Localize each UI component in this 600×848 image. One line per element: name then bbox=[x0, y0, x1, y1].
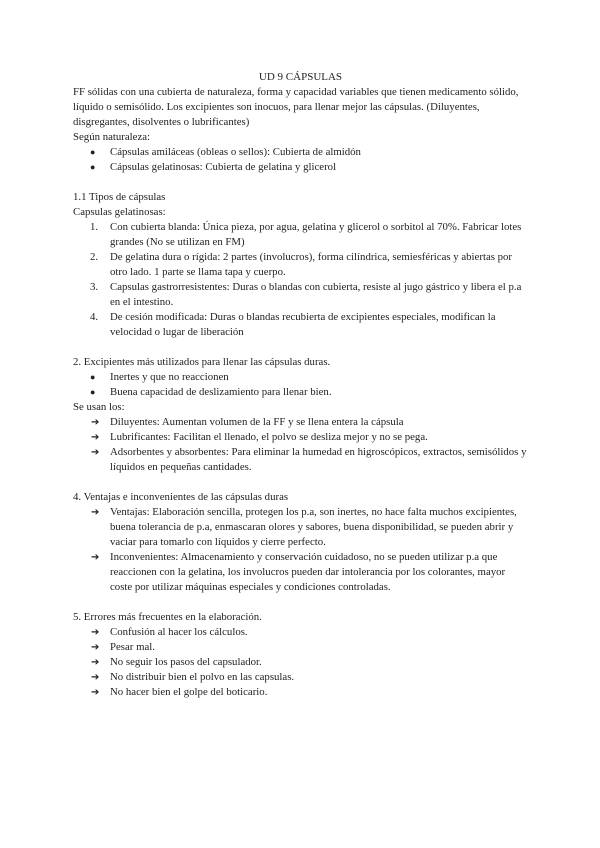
arrow-right-icon: ➔ bbox=[91, 687, 100, 698]
list-item: ● Cápsulas amiláceas (obleas o sellos): Cubierta de almidón bbox=[90, 146, 361, 158]
section-heading-excipientes: 2. Excipientes más utilizados para llenar las cápsulas duras. bbox=[73, 356, 331, 368]
naturaleza-label: Según naturaleza: bbox=[73, 131, 151, 143]
bullet-icon: ● bbox=[90, 372, 96, 382]
list-item: ➔ Diluyentes: Aumentan volumen de la FF y se llena entera la cápsula bbox=[91, 416, 404, 428]
list-item: ➔ Adsorbentes y absorbentes: Para eliminar la humedad en higroscópicos, extractos, semisólidos y líquidos en pequeñas cantidades. bbox=[91, 446, 527, 473]
bullet-icon: ● bbox=[90, 162, 96, 172]
list-item: ➔ Lubrificantes: Facilitan el llenado, el polvo se desliza mejor y no se pega. bbox=[91, 431, 428, 443]
arrow-right-icon: ➔ bbox=[91, 507, 100, 518]
document-page bbox=[73, 70, 528, 700]
list-item: ➔ No hacer bien el golpe del boticario. bbox=[91, 686, 268, 698]
subheading-gelatinosas: Capsulas gelatinosas: bbox=[73, 206, 166, 218]
list-item: ➔ Inconvenientes: Almacenamiento y conservación cuidadoso, no se pueden utilizar p.a que reaccionen con la gelatina, los involucros pueden dar intolerancia por los colorantes, mayor coste por utilizar máquinas especiales y condiciones controladas. bbox=[91, 551, 506, 593]
arrow-right-icon: ➔ bbox=[91, 627, 100, 638]
arrow-right-icon: ➔ bbox=[91, 657, 100, 668]
uses-label: Se usan los: bbox=[73, 401, 125, 413]
bullet-icon: ● bbox=[90, 387, 96, 397]
list-item: 2. De gelatina dura o rígida: 2 partes (involucros), forma cilíndrica, semiesféricas y abiertas por otro lado. 1 parte se llama tapa y cuerpo. bbox=[90, 251, 513, 278]
tipos-list bbox=[73, 220, 528, 340]
list-item: ● Inertes y que no reaccionen bbox=[90, 371, 229, 383]
excipientes-arrows bbox=[73, 415, 528, 475]
arrow-right-icon: ➔ bbox=[91, 447, 100, 458]
list-item: 1. Con cubierta blanda: Única pieza, por agua, gelatina y glicerol o sorbitol al 70%. Fabricar lotes grandes (No se utilizan en FM) bbox=[90, 221, 522, 248]
excipientes-bullets bbox=[73, 370, 528, 400]
section-heading-tipos: 1.1 Tipos de cápsulas bbox=[73, 191, 166, 203]
section-heading-errores: 5. Errores más frecuentes en la elaboración. bbox=[73, 611, 262, 623]
errores-arrows bbox=[73, 625, 528, 700]
arrow-right-icon: ➔ bbox=[91, 642, 100, 653]
list-item: 3. Capsulas gastrorresistentes: Duras o blandas con cubierta, resiste al jugo gástrico y libera el p.a en el intestino. bbox=[90, 281, 522, 308]
arrow-right-icon: ➔ bbox=[91, 417, 100, 428]
bullet-icon: ● bbox=[90, 147, 96, 157]
document-title: UD 9 CÁPSULAS bbox=[258, 71, 343, 83]
list-item: ➔ Ventajas: Elaboración sencilla, protegen los p.a, son inertes, no hace falta muchos excipientes, buena tolerancia de p.a, enmascaran olores y sabores, buena disponibilidad, se pueden abrir y vaciar para tomarlo con líquidos y cierre perfecto. bbox=[91, 506, 517, 548]
intro-paragraph: FF sólidas con una cubierta de naturaleza, forma y capacidad variables que tienen medicamento sólido, líquido o semisólido. Los excipientes son inocuos, para llenar mejor las cápsulas. (Diluyentes, disgregantes, disolventes o lubrificantes) bbox=[73, 86, 519, 128]
ventajas-arrows bbox=[73, 505, 528, 595]
list-item: ● Buena capacidad de deslizamiento para llenar bien. bbox=[90, 386, 332, 398]
naturaleza-list bbox=[73, 145, 528, 175]
arrow-right-icon: ➔ bbox=[91, 552, 100, 563]
arrow-right-icon: ➔ bbox=[91, 672, 100, 683]
section-heading-ventajas: 4. Ventajas e inconvenientes de las cápsulas duras bbox=[73, 491, 289, 503]
arrow-right-icon: ➔ bbox=[91, 432, 100, 443]
list-item: 4. De cesión modificada: Duras o blandas recubierta de excipientes especiales, modifican la velocidad o lugar de liberación bbox=[90, 311, 496, 338]
list-item: ➔ Confusión al hacer los cálculos. bbox=[91, 626, 248, 638]
list-item: ➔ Pesar mal. bbox=[91, 641, 155, 653]
list-item: ➔ No seguir los pasos del capsulador. bbox=[91, 656, 262, 668]
list-item: ➔ No distribuir bien el polvo en las capsulas. bbox=[91, 671, 295, 683]
list-item: ● Cápsulas gelatinosas: Cubierta de gelatina y glicerol bbox=[90, 161, 337, 173]
